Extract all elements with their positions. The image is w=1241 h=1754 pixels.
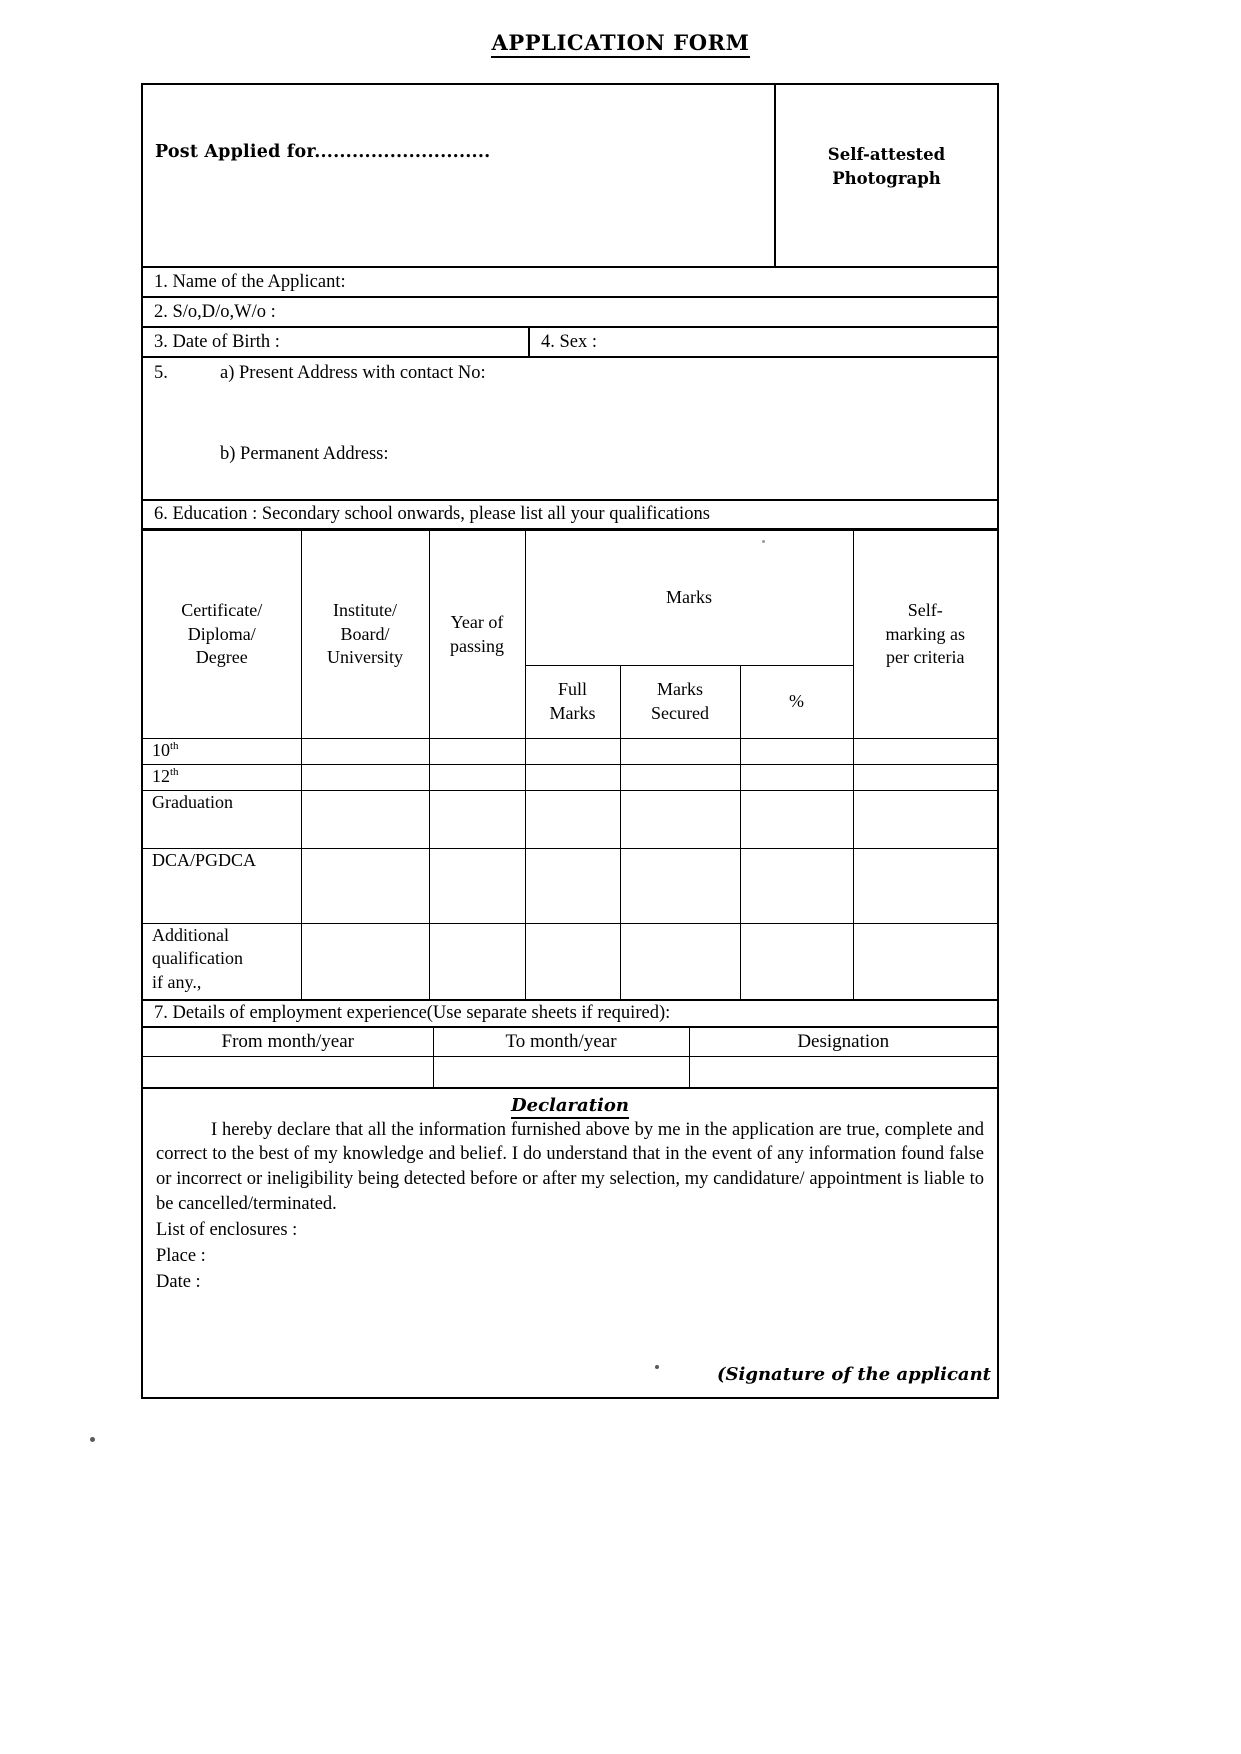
cell-percent[interactable] <box>740 924 853 999</box>
employment-heading: 7. Details of employment experience(Use separate sheets if required): <box>154 1002 671 1023</box>
col-certificate-l1: Certificate/ <box>181 599 263 620</box>
col-from-month-year: From month/year <box>143 1028 433 1057</box>
scan-speckle <box>762 540 765 543</box>
col-self-marking-l1: Self- <box>907 599 943 620</box>
label-name: 1. Name of the Applicant: <box>154 271 346 292</box>
education-heading: 6. Education : Secondary school onwards, please list all your qualifications <box>154 504 710 524</box>
page-title <box>0 30 1241 55</box>
education-table <box>143 530 997 999</box>
employment-heading-row <box>143 999 997 1028</box>
field-row-relation[interactable] <box>143 298 997 328</box>
row-label-additional-l1: Additional <box>152 925 229 945</box>
application-form <box>141 83 999 1399</box>
field-cell-dob[interactable] <box>143 328 530 356</box>
cell-percent[interactable] <box>740 765 853 791</box>
row-label-additional <box>143 924 301 999</box>
table-row[interactable] <box>143 849 997 924</box>
education-table-wrap <box>143 530 997 999</box>
field-row-address[interactable] <box>143 358 997 501</box>
col-year-of-passing <box>429 531 525 739</box>
cell-full-marks[interactable] <box>525 791 620 849</box>
cell-self-marking[interactable] <box>853 924 997 999</box>
row-label-10th-sup: th <box>170 740 179 752</box>
declaration-title-text: Declaration <box>511 1095 629 1119</box>
row-label-additional-l3: if any., <box>152 971 202 992</box>
cell-institute[interactable] <box>301 739 429 765</box>
col-certificate-l3: Degree <box>195 647 248 668</box>
col-marks-group: Marks <box>525 531 853 666</box>
col-institute <box>301 531 429 739</box>
cell-year[interactable] <box>429 739 525 765</box>
cell-percent[interactable] <box>740 791 853 849</box>
cell-year[interactable] <box>429 765 525 791</box>
row-label-12th <box>143 765 301 791</box>
declaration-body: I hereby declare that all the information furnished above by me in the application are true, complete and correct to the best of my knowledge and belief. I do understand that in the event of any information found false or incorrect or ineligibility being detected before or after my selection, my candidature/ appointment is liable to be cancelled/terminated. <box>156 1119 984 1215</box>
label-dob: 3. Date of Birth : <box>154 331 280 352</box>
education-header-row <box>143 531 997 666</box>
table-row[interactable] <box>143 739 997 765</box>
col-full-marks <box>525 666 620 739</box>
photograph-label-line1: Self-attested <box>827 145 946 164</box>
cell-marks-secured[interactable] <box>620 765 740 791</box>
cell-full-marks[interactable] <box>525 765 620 791</box>
cell-designation[interactable] <box>689 1057 997 1087</box>
row-label-additional-l2: qualification <box>152 948 243 969</box>
col-marks-secured-l1: Marks <box>657 679 703 700</box>
cell-from-month-year[interactable] <box>143 1057 433 1087</box>
cell-institute[interactable] <box>301 765 429 791</box>
label-present-address <box>154 363 486 384</box>
col-percent: % <box>740 666 853 739</box>
row-label-12th-sup: th <box>170 766 179 778</box>
cell-marks-secured[interactable] <box>620 849 740 924</box>
declaration-date: Date : <box>156 1271 201 1292</box>
cell-full-marks[interactable] <box>525 739 620 765</box>
cell-to-month-year[interactable] <box>433 1057 689 1087</box>
row-label-dca: DCA/PGDCA <box>143 849 301 924</box>
cell-percent[interactable] <box>740 739 853 765</box>
col-designation: Designation <box>689 1028 997 1057</box>
photograph-label <box>776 143 997 191</box>
col-marks-secured <box>620 666 740 739</box>
signature-label: (Signature of the applicant <box>717 1363 991 1385</box>
label-sex: 4. Sex : <box>541 331 598 352</box>
field-cell-sex[interactable] <box>530 328 997 356</box>
cell-institute[interactable] <box>301 924 429 999</box>
cell-self-marking[interactable] <box>853 739 997 765</box>
cell-marks-secured[interactable] <box>620 791 740 849</box>
row-label-graduation: Graduation <box>143 791 301 849</box>
page-title-text: APPLICATION FORM <box>491 30 749 58</box>
cell-institute[interactable] <box>301 791 429 849</box>
address-number: 5. <box>154 363 168 383</box>
field-row-name[interactable] <box>143 268 997 298</box>
table-row[interactable] <box>143 791 997 849</box>
photograph-label-line2: Photograph <box>832 168 941 188</box>
label-present-address-text: a) Present Address with contact No: <box>220 363 486 383</box>
row-label-10th <box>143 739 301 765</box>
cell-year[interactable] <box>429 849 525 924</box>
employment-header-row <box>143 1028 997 1057</box>
label-permanent-address: b) Permanent Address: <box>220 444 389 464</box>
col-year-l1: Year of <box>450 611 504 632</box>
cell-year[interactable] <box>429 791 525 849</box>
col-marks-secured-l2: Secured <box>651 703 709 723</box>
col-full-marks-l1: Full <box>557 679 587 700</box>
cell-self-marking[interactable] <box>853 791 997 849</box>
cell-marks-secured[interactable] <box>620 739 740 765</box>
label-relation: 2. S/o,D/o,W/o : <box>154 301 276 322</box>
post-applied-cell <box>143 85 776 266</box>
table-row[interactable] <box>143 765 997 791</box>
cell-percent[interactable] <box>740 849 853 924</box>
col-year-l2: passing <box>450 635 504 656</box>
cell-institute[interactable] <box>301 849 429 924</box>
scan-speckle <box>655 1365 659 1369</box>
cell-full-marks[interactable] <box>525 849 620 924</box>
scan-speckle <box>90 1437 95 1442</box>
cell-full-marks[interactable] <box>525 924 620 999</box>
cell-year[interactable] <box>429 924 525 999</box>
declaration-title <box>156 1095 984 1116</box>
photograph-cell[interactable] <box>776 85 997 266</box>
table-row[interactable] <box>143 1057 997 1087</box>
employment-table-wrap <box>143 1028 997 1087</box>
post-applied-label: Post Applied for............................ <box>155 142 491 162</box>
col-full-marks-l2: Marks <box>549 703 596 723</box>
employment-table <box>143 1028 997 1087</box>
declaration-place: Place : <box>156 1246 206 1267</box>
cell-marks-secured[interactable] <box>620 924 740 999</box>
table-row[interactable] <box>143 924 997 999</box>
col-institute-l3: University <box>327 647 403 668</box>
col-self-marking-l2: marking as <box>885 623 966 644</box>
form-header-row <box>143 85 997 268</box>
cell-self-marking[interactable] <box>853 765 997 791</box>
row-label-10th-text: 10 <box>152 740 170 760</box>
field-row-dob-sex <box>143 328 997 358</box>
col-certificate-l2: Diploma/ <box>187 623 256 644</box>
col-to-month-year: To month/year <box>433 1028 689 1057</box>
cell-self-marking[interactable] <box>853 849 997 924</box>
col-self-marking-l3: per criteria <box>886 647 965 668</box>
declaration-enclosures: List of enclosures : <box>156 1220 298 1241</box>
col-institute-l1: Institute/ <box>333 599 397 620</box>
col-self-marking <box>853 531 997 739</box>
education-heading-row <box>143 501 997 530</box>
col-institute-l2: Board/ <box>340 623 390 644</box>
declaration-block <box>143 1087 997 1397</box>
row-label-12th-text: 12 <box>152 766 170 786</box>
col-certificate <box>143 531 301 739</box>
